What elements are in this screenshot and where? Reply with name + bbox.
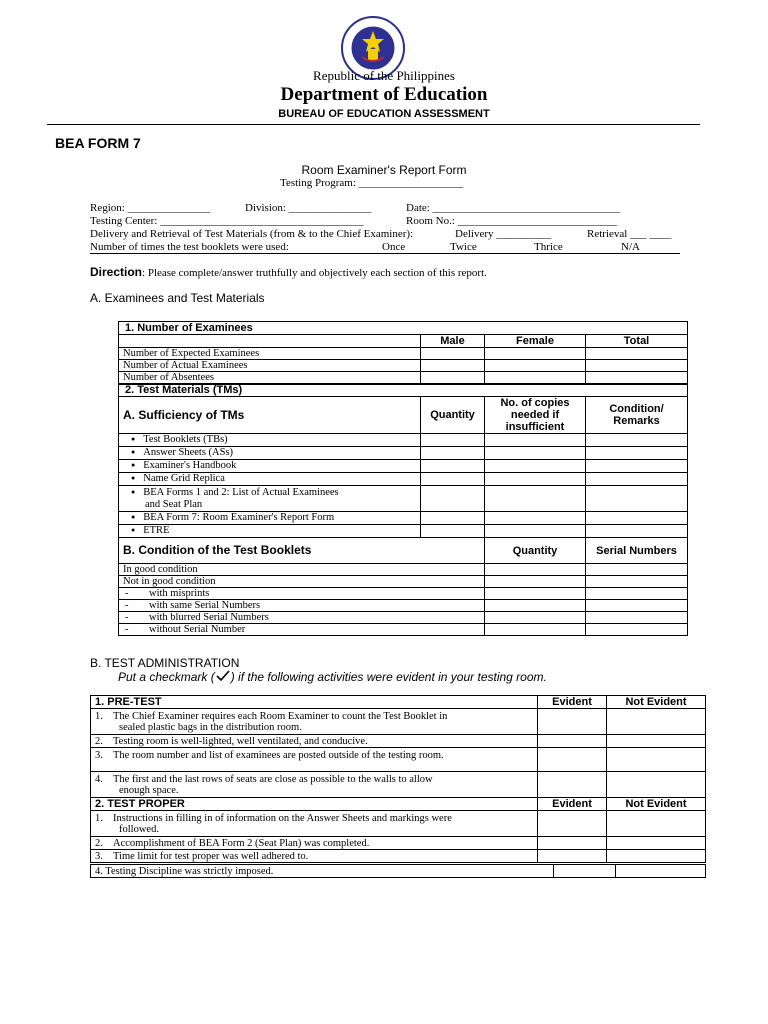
list-item: ● Examiner's Handbook <box>119 460 421 473</box>
input-cell[interactable] <box>485 600 586 612</box>
item-text: The first and the last rows of seats are close as possible to the walls to allow <box>113 773 433 785</box>
input-cell[interactable] <box>485 612 586 624</box>
test-administration-table <box>90 695 706 863</box>
input-cell[interactable] <box>586 600 688 612</box>
checkbox-cell[interactable] <box>554 865 616 878</box>
item-number: 1. <box>95 812 103 824</box>
input-cell[interactable] <box>421 486 485 512</box>
input-cell[interactable] <box>485 473 586 486</box>
col-evident: Evident <box>538 696 607 709</box>
item-number: 2. <box>95 837 103 849</box>
activity-item <box>91 748 538 772</box>
input-cell[interactable] <box>421 473 485 486</box>
num-examinees-heading: 1. Number of Examinees <box>119 322 688 335</box>
list-item-line: ● BEA Forms 1 and 2: List of Actual Examinees <box>123 487 416 499</box>
input-cell[interactable] <box>485 434 586 447</box>
pretest-heading: 1. PRE-TEST <box>91 696 538 709</box>
list-item: ● ETRE <box>119 525 421 538</box>
input-cell[interactable] <box>586 612 688 624</box>
input-cell[interactable] <box>421 447 485 460</box>
input-cell[interactable] <box>485 372 586 384</box>
department-title: Department of Education <box>280 84 488 105</box>
direction-label: Direction <box>90 265 143 279</box>
item-number: 4. <box>95 773 103 785</box>
item-number: 2. <box>95 735 103 747</box>
input-cell[interactable] <box>421 434 485 447</box>
table-row-label: In good condition <box>119 564 485 576</box>
table-row-label: Number of Expected Examinees <box>119 348 421 360</box>
col-total: Total <box>586 335 688 348</box>
input-cell[interactable] <box>586 372 688 384</box>
table-row-label: with misprints <box>149 588 210 599</box>
input-cell[interactable] <box>586 512 688 525</box>
input-cell[interactable] <box>586 348 688 360</box>
table-row-label: without Serial Number <box>149 624 246 635</box>
input-cell[interactable] <box>586 434 688 447</box>
discipline-row-table <box>90 864 706 878</box>
thrice-option[interactable]: Thrice <box>534 241 563 253</box>
input-cell[interactable] <box>485 512 586 525</box>
col-quantity-2: Quantity <box>485 538 586 564</box>
blank-cell <box>119 335 421 348</box>
sub-row <box>119 612 485 624</box>
division-field[interactable]: Division: _______________ <box>245 202 372 214</box>
input-cell[interactable] <box>485 576 586 588</box>
checkbox-cell[interactable] <box>538 748 607 772</box>
input-cell[interactable] <box>586 486 688 512</box>
instruction-text: Put a checkmark ( <box>118 670 215 684</box>
dash-mark: - <box>125 612 129 623</box>
date-field[interactable]: Date: __________________________________ <box>406 202 620 214</box>
input-cell[interactable] <box>421 372 485 384</box>
delivery-field[interactable]: Delivery __________ <box>455 228 552 240</box>
table-row-label: Not in good condition <box>119 576 485 588</box>
list-item: ● BEA Form 7: Room Examiner's Report Form <box>119 512 421 525</box>
list-item: ● Test Booklets (TBs) <box>119 434 421 447</box>
direction <box>90 265 487 279</box>
test-materials-table <box>118 384 688 636</box>
input-cell[interactable] <box>485 447 586 460</box>
section-b-title: B. TEST ADMINISTRATION <box>90 656 240 670</box>
activity-item <box>91 811 538 837</box>
checkbox-cell[interactable] <box>538 811 607 837</box>
input-cell[interactable] <box>586 624 688 636</box>
item-text: Instructions in filling in of information on the Answer Sheets and markings were <box>113 812 452 824</box>
test-materials-heading: 2. Test Materials (TMs) <box>119 385 688 397</box>
instruction-text: ) if the following activities were evident in your testing room. <box>230 670 547 684</box>
input-cell[interactable] <box>586 360 688 372</box>
condition-heading: B. Condition of the Test Booklets <box>119 538 485 564</box>
col-evident-2: Evident <box>538 798 607 811</box>
direction-text: : Please complete/answer truthfully and objectively each section of this report. <box>142 267 487 279</box>
na-option[interactable]: N/A <box>621 241 640 253</box>
dash-mark: - <box>125 624 129 635</box>
list-item: ● Answer Sheets (ASs) <box>119 447 421 460</box>
form-id: BEA FORM 7 <box>55 135 141 151</box>
input-cell[interactable] <box>421 525 485 538</box>
section-a-title: A. Examinees and Test Materials <box>90 291 265 305</box>
times-used-line <box>90 241 680 254</box>
testing-program-field[interactable]: Testing Program: ___________________ <box>280 177 464 189</box>
checkbox-cell[interactable] <box>538 772 607 798</box>
input-cell[interactable] <box>485 564 586 576</box>
input-cell[interactable] <box>586 588 688 600</box>
activity-item <box>91 772 538 798</box>
room-no-field[interactable]: Room No.: _____________________________ <box>406 215 618 227</box>
checkbox-cell[interactable] <box>607 748 706 772</box>
table-row-label: Number of Absentees <box>119 372 421 384</box>
item-text: Testing room is well-lighted, well ventilated, and conducive. <box>113 735 368 747</box>
input-cell[interactable] <box>485 588 586 600</box>
checkbox-cell[interactable] <box>607 735 706 748</box>
input-cell[interactable] <box>421 460 485 473</box>
item-text: enough space. <box>119 784 179 796</box>
item-text: The Chief Examiner requires each Room Examiner to count the Test Booklet in <box>113 710 448 722</box>
col-copies-needed: No. of copies needed if insufficient <box>485 397 586 434</box>
table-row-label: with blurred Serial Numbers <box>149 612 269 623</box>
item-text: Time limit for test proper was well adhered to. <box>113 850 309 862</box>
header-divider <box>47 124 700 125</box>
checkbox-cell[interactable] <box>538 837 607 850</box>
sub-row <box>119 624 485 636</box>
input-cell[interactable] <box>586 460 688 473</box>
sub-row <box>119 600 485 612</box>
bureau-title: BUREAU OF EDUCATION ASSESSMENT <box>278 108 490 120</box>
delivery-retrieval-label: Delivery and Retrieval of Test Materials (from & to the Chief Examiner): <box>90 228 414 240</box>
republic-text: Republic of the Philippines <box>313 68 455 83</box>
form-title: Room Examiner's Report Form <box>301 163 467 177</box>
input-cell[interactable] <box>421 348 485 360</box>
item-number: 3. <box>95 850 103 862</box>
checkmark-icon <box>215 670 231 682</box>
input-cell[interactable] <box>586 447 688 460</box>
table-row-label: with same Serial Numbers <box>149 600 261 611</box>
col-condition-remarks: Condition/ Remarks <box>586 397 688 434</box>
region-field[interactable]: Region: _______________ <box>90 202 211 214</box>
input-cell[interactable] <box>485 348 586 360</box>
checkbox-cell[interactable] <box>538 735 607 748</box>
input-cell[interactable] <box>485 486 586 512</box>
activity-item <box>91 709 538 735</box>
activity-item: 4. Testing Discipline was strictly imposed. <box>91 865 554 878</box>
examinees-table <box>118 321 688 384</box>
input-cell[interactable] <box>485 624 586 636</box>
test-proper-heading: 2. TEST PROPER <box>91 798 538 811</box>
input-cell[interactable] <box>485 460 586 473</box>
list-item-line: and Seat Plan <box>145 499 203 510</box>
checkbox-cell[interactable] <box>607 850 706 863</box>
checkbox-cell[interactable] <box>607 811 706 837</box>
item-number: 3. <box>95 750 103 761</box>
col-quantity: Quantity <box>421 397 485 434</box>
input-cell[interactable] <box>485 360 586 372</box>
checkbox-cell[interactable] <box>607 837 706 850</box>
testing-center-field[interactable]: Testing Center: _____________________________________ <box>90 215 364 227</box>
section-b-instruction <box>118 670 547 684</box>
list-item: ● Name Grid Replica <box>119 473 421 486</box>
col-female: Female <box>485 335 586 348</box>
input-cell[interactable] <box>586 525 688 538</box>
sufficiency-heading: A. Sufficiency of TMs <box>119 397 421 434</box>
table-row-label: Number of Actual Examinees <box>119 360 421 372</box>
item-text: Accomplishment of BEA Form 2 (Seat Plan) was completed. <box>113 837 370 849</box>
times-used-label: Number of times the test booklets were used: <box>90 241 289 253</box>
col-male: Male <box>421 335 485 348</box>
checkbox-cell[interactable] <box>607 772 706 798</box>
checkbox-cell[interactable] <box>616 865 706 878</box>
input-cell[interactable] <box>586 473 688 486</box>
item-text: The room number and list of examinees are posted outside of the testing room. <box>113 750 444 761</box>
checkbox-cell[interactable] <box>607 709 706 735</box>
activity-item <box>91 735 538 748</box>
input-cell[interactable] <box>485 525 586 538</box>
input-cell[interactable] <box>586 576 688 588</box>
item-number: 1. <box>95 710 103 722</box>
dash-mark: - <box>125 588 129 599</box>
item-text: sealed plastic bags in the distribution room. <box>119 721 302 733</box>
checkbox-cell[interactable] <box>538 709 607 735</box>
col-not-evident-2: Not Evident <box>607 798 706 811</box>
col-serial-numbers: Serial Numbers <box>586 538 688 564</box>
activity-item <box>91 837 538 850</box>
sub-row <box>119 588 485 600</box>
retrieval-field[interactable]: Retrieval ___ ____ <box>587 228 672 240</box>
input-cell[interactable] <box>421 512 485 525</box>
checkbox-cell[interactable] <box>538 850 607 863</box>
activity-item <box>91 850 538 863</box>
once-option[interactable]: Once <box>382 241 406 253</box>
col-not-evident: Not Evident <box>607 696 706 709</box>
list-item <box>119 486 421 512</box>
input-cell[interactable] <box>586 564 688 576</box>
item-text: followed. <box>119 823 159 835</box>
input-cell[interactable] <box>421 360 485 372</box>
twice-option[interactable]: Twice <box>450 241 477 253</box>
dash-mark: - <box>125 600 129 611</box>
